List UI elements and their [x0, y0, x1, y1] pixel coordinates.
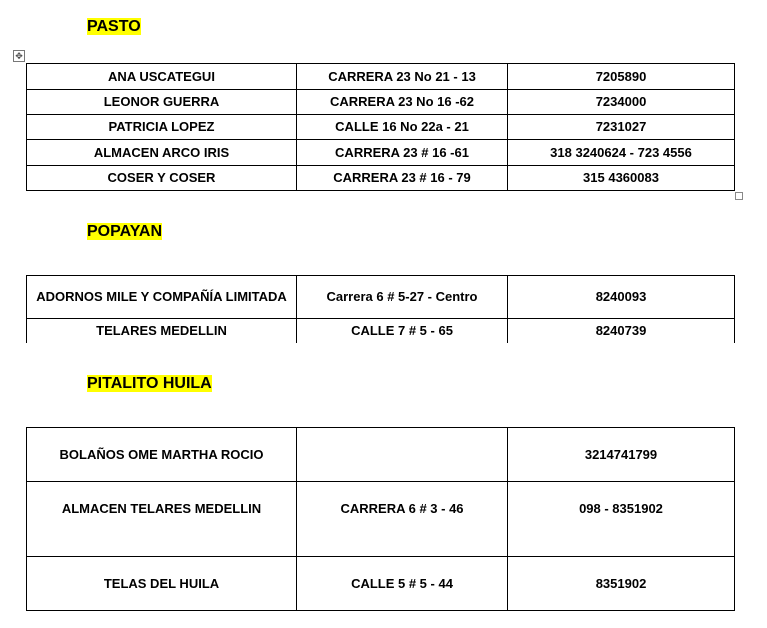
table-row: [27, 319, 735, 343]
section-heading-label: PASTO: [87, 18, 141, 35]
address-cell: Carrera 6 # 5-27 - Centro: [297, 276, 508, 319]
address-cell: CALLE 16 No 22a - 21: [297, 115, 508, 140]
table-row: [27, 557, 735, 611]
pasto-table: [26, 63, 735, 191]
pitalito-huila-table: [26, 427, 735, 611]
address-cell: [297, 428, 508, 482]
phone-cell: 318 3240624 - 723 4556: [508, 140, 735, 166]
section-heading-pitalito-huila: [86, 374, 213, 394]
section-heading-pasto: [86, 17, 142, 37]
name-cell: COSER Y COSER: [27, 166, 297, 191]
name-cell: ALMACEN ARCO IRIS: [27, 140, 297, 166]
popayan-table: [26, 275, 735, 343]
address-cell: CARRERA 23 No 21 - 13: [297, 64, 508, 90]
address-cell: CALLE 5 # 5 - 44: [297, 557, 508, 611]
name-cell: BOLAÑOS OME MARTHA ROCIO: [27, 428, 297, 482]
section-heading-popayan: [86, 222, 163, 242]
address-cell: CALLE 7 # 5 - 65: [297, 319, 508, 343]
table-row: [27, 482, 735, 557]
address-cell: CARRERA 6 # 3 - 46: [297, 482, 508, 557]
name-cell: ANA USCATEGUI: [27, 64, 297, 90]
phone-cell: 098 - 8351902: [508, 482, 735, 557]
phone-cell: 7234000: [508, 90, 735, 115]
section-heading-label: PITALITO HUILA: [87, 375, 212, 392]
table-row: [27, 90, 735, 115]
table-move-handle-icon[interactable]: ✥: [13, 50, 25, 62]
name-cell: ADORNOS MILE Y COMPAÑÍA LIMITADA: [27, 276, 297, 319]
name-cell: TELARES MEDELLIN: [27, 319, 297, 343]
phone-cell: 8351902: [508, 557, 735, 611]
table-row: [27, 428, 735, 482]
phone-cell: 8240093: [508, 276, 735, 319]
name-cell: LEONOR GUERRA: [27, 90, 297, 115]
table-row: [27, 166, 735, 191]
table-row: [27, 64, 735, 90]
name-cell: PATRICIA LOPEZ: [27, 115, 297, 140]
phone-cell: 7231027: [508, 115, 735, 140]
table-resize-handle-icon[interactable]: [735, 192, 743, 200]
name-cell: ALMACEN TELARES MEDELLIN: [27, 482, 297, 557]
section-heading-label: POPAYAN: [87, 223, 162, 240]
phone-cell: 3214741799: [508, 428, 735, 482]
table-row: [27, 276, 735, 319]
address-cell: CARRERA 23 # 16 - 79: [297, 166, 508, 191]
address-cell: CARRERA 23 # 16 -61: [297, 140, 508, 166]
address-cell: CARRERA 23 No 16 -62: [297, 90, 508, 115]
phone-cell: 7205890: [508, 64, 735, 90]
table-row: [27, 140, 735, 166]
phone-cell: 8240739: [508, 319, 735, 343]
phone-cell: 315 4360083: [508, 166, 735, 191]
name-cell: TELAS DEL HUILA: [27, 557, 297, 611]
table-row: [27, 115, 735, 140]
